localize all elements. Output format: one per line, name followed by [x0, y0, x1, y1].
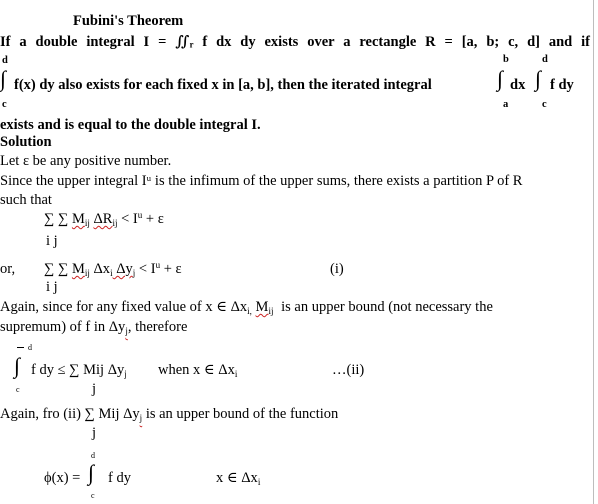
equation-2-indices: i j [46, 279, 58, 295]
delta-y-subscript: j [132, 268, 136, 278]
equation-3-tag: …(ii) [332, 362, 365, 378]
equation-2-tag: (i) [330, 261, 344, 277]
page-edge [593, 0, 594, 504]
delta-y-subscript: j [139, 413, 143, 423]
less-than: < I [117, 211, 138, 227]
eq3-integral-sign: ∫ [14, 353, 21, 378]
equation-1 [44, 211, 164, 228]
eq3-body: f dy ≤ ∑ Mij Δy [31, 362, 125, 378]
m-symbol: M [255, 299, 269, 315]
eq4-body: f dy [108, 470, 131, 486]
paragraph-function-bound [0, 406, 338, 423]
less-than: < I [135, 261, 156, 277]
limit-upper-d: d [2, 55, 8, 66]
paragraph-such-that: such that [0, 192, 52, 208]
eq4-upper-limit: d [91, 451, 95, 460]
integral-sign: ∫ [0, 66, 7, 91]
limit-lower-a: a [503, 99, 509, 110]
paragraph-epsilon: Let ε be any positive number. [0, 153, 172, 169]
limit-lower-c: c [2, 99, 7, 110]
limit-lower-c2: c [542, 99, 547, 110]
equation-2 [44, 261, 182, 278]
delta-y: Δy [112, 261, 133, 277]
integral-sign-outer: ∫ [497, 66, 504, 91]
upper-sup: u [137, 210, 143, 220]
delta-x: Δx [89, 261, 111, 277]
equation-2-lead: or, [0, 261, 16, 277]
theorem-dx: dx [510, 77, 526, 93]
delta-r-subscript: ij [112, 218, 118, 228]
therefore: , therefore [127, 319, 188, 335]
delta-r: ΔR [93, 211, 113, 227]
plus-epsilon: + ε [160, 261, 182, 277]
m-subscript: ij [84, 218, 90, 228]
delta-x-subscript: i, [247, 306, 252, 316]
paragraph-supremum [0, 319, 187, 336]
delta-y-j [113, 261, 136, 277]
eq3-upper-limit: d [28, 343, 32, 352]
page-title: Fubini's Theorem [73, 13, 184, 29]
paragraph-upper-bound-text: Again, since for any fixed value of x ∈ Δx [0, 299, 248, 315]
theorem-line-2: f(x) dy also exists for each fixed x in [a, b], then the iterated integral [14, 77, 432, 93]
theorem-line-1: If a double integral I = ∬ᵣ f dx dy exists over a rectangle R = [a, b; c, d] and if [0, 34, 590, 50]
theorem-fdy: f dy [550, 77, 574, 93]
paragraph-function-bound-text: Again, fro (ii) ∑ Mij Δy [0, 406, 140, 422]
paragraph-upper-integral: Since the upper integral Iᵘ is the infimum of the upper sums, there exists a partition P of R [0, 173, 523, 189]
paragraph-function-bound-rest: is an upper bound of the function [142, 406, 339, 422]
delta-y-subscript: j [125, 326, 128, 336]
delta-r-ij [93, 211, 117, 227]
limit-upper-b: b [503, 54, 509, 65]
delta-y-subscript: j [124, 369, 127, 379]
paragraph-supremum-text: supremum) of f in Δy [0, 319, 126, 335]
eq3-sum-index: j [92, 381, 97, 397]
theorem-line-3: exists and is equal to the double integral I. [0, 117, 261, 133]
solution-heading: Solution [0, 134, 52, 150]
paragraph-upper-bound-rest: is an upper bound (not necessary the [281, 299, 493, 315]
eq3-condition [158, 362, 237, 379]
p4-sum-index: j [92, 425, 97, 441]
equation-1-indices: i j [46, 233, 58, 249]
limit-upper-d2: d [542, 54, 548, 65]
eq4-lower-limit: c [91, 491, 95, 500]
eq3-condition-text: when x ∈ Δx [158, 362, 235, 378]
double-sum: ∑ ∑ [44, 211, 69, 227]
overbar [17, 347, 24, 348]
upper-sup: u [155, 260, 161, 270]
m-ij [72, 261, 90, 277]
delta-x-subscript: i [257, 477, 261, 487]
delta-x-subscript: i [110, 268, 113, 278]
m-symbol: M [71, 261, 85, 277]
eq3-lower-limit: c [16, 385, 20, 394]
eq4-condition-text: x ∈ Δx [216, 470, 258, 486]
eq4-integral-sign: ∫ [88, 460, 95, 485]
eq4-lhs: ϕ(x) = [44, 470, 81, 486]
integral-sign-inner: ∫ [535, 66, 542, 91]
double-sum: ∑ ∑ [44, 261, 69, 277]
equation-3 [31, 362, 127, 379]
m-subscript: ij [268, 306, 274, 316]
eq4-condition [216, 470, 260, 487]
m-subscript: ij [84, 268, 90, 278]
m-ij [256, 299, 274, 315]
m-ij [72, 211, 90, 227]
m-symbol: M [71, 211, 85, 227]
plus-epsilon: + ε [142, 211, 164, 227]
paragraph-upper-bound [0, 299, 590, 316]
delta-x-subscript: i [234, 369, 238, 379]
